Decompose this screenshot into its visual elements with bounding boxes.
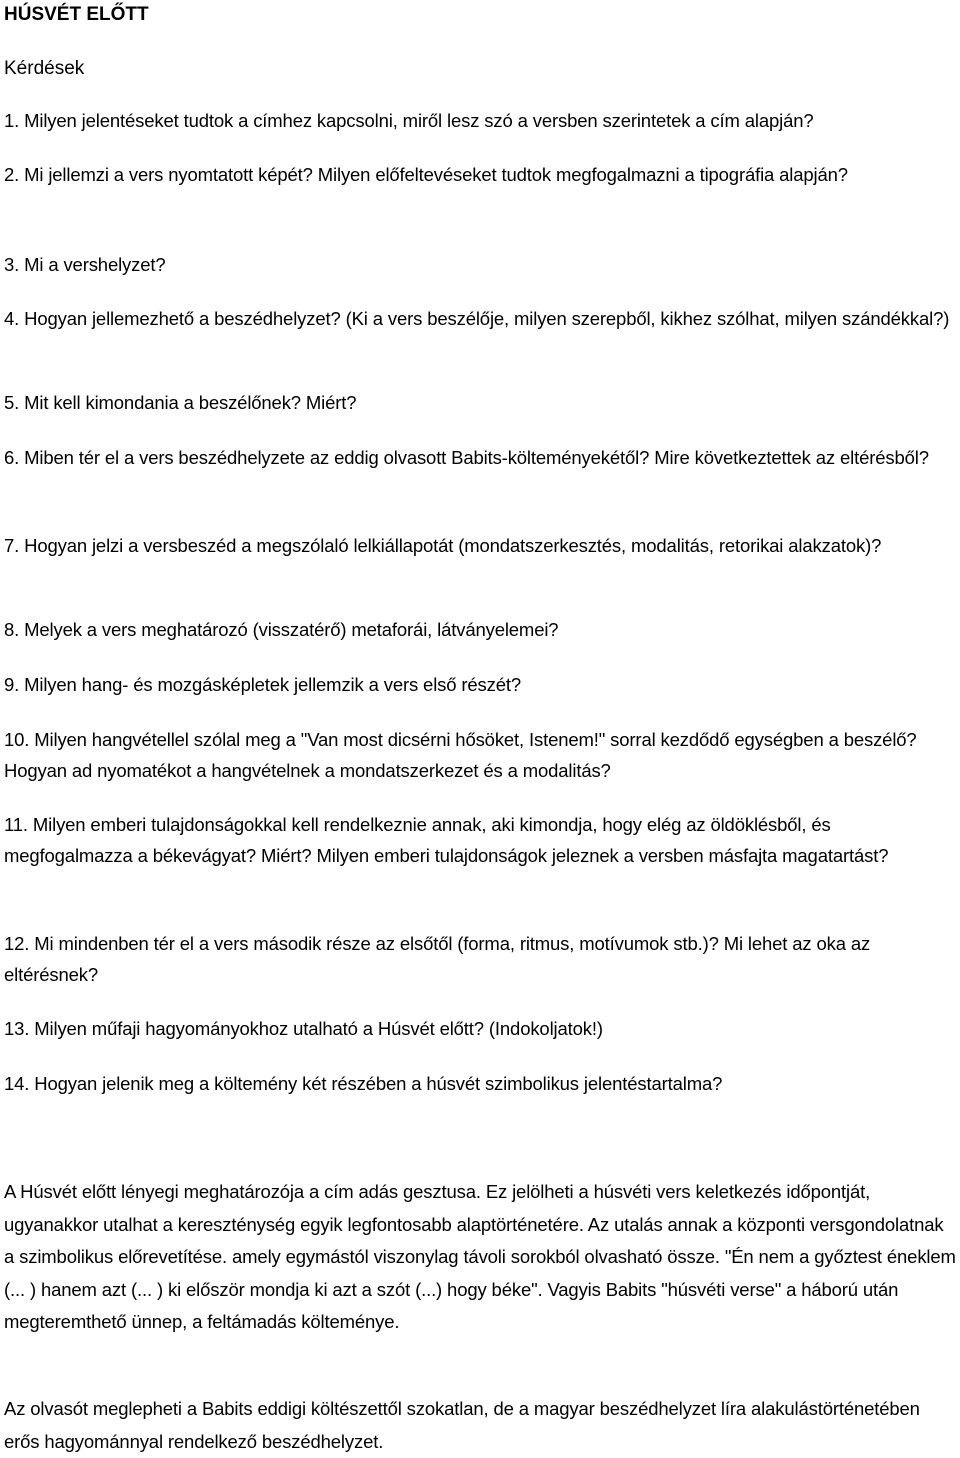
question-item: 1. Milyen jelentéseket tudtok a címhez kapcsolni, miről lesz szó a versben szerintetek a cím alapján?: [4, 110, 814, 131]
question-item: 6. Miben tér el a vers beszédhelyzete az eddig olvasott Babits-költeményekétől? Mire következtettek az eltérésből?: [4, 447, 929, 468]
question-item: 8. Melyek a vers meghatározó (visszatérő) metaforái, látványelemei?: [4, 619, 559, 640]
question-item: 10. Milyen hangvétellel szólal meg a "Van most dicsérni hősöket, Istenem!" sorral kezdődő egységben a beszélő? Hogyan ad nyomatékot a hangvételnek a mondatszerkezet és a modalitás?: [4, 729, 917, 781]
document-title: HÚSVÉT ELŐTT: [4, 4, 149, 25]
question-item: 2. Mi jellemzi a vers nyomtatott képét? Milyen előfeltevéseket tudtok megfogalmazni a tipográfia alapján?: [4, 164, 848, 185]
body-paragraph: A Húsvét előtt lényegi meghatározója a cím adás gesztusa. Ez jelölheti a húsvéti vers keletkezés időpontját, ugyanakkor utalhat a kereszténység egyik legfontosabb alaptörténetére. Az utalás annak a központi versgondolatnak a szimbolikus előrevetítése. amely egymástól viszonylag távoli sorokból olvasható össze. "Én nem a győztest éneklem (... ) hanem azt (... ) ki először mondja ki azt a szót (...) hogy béke". Vagyis Babits "húsvéti verse" a háború után megteremthető ünnep, a feltámadás költeménye.: [4, 1181, 956, 1332]
question-item: 3. Mi a vershelyzet?: [4, 254, 166, 275]
questions-heading: Kérdések: [4, 58, 85, 79]
question-item: 5. Mit kell kimondania a beszélőnek? Miért?: [4, 392, 357, 413]
body-paragraph: Az olvasót meglepheti a Babits eddigi költészettől szokatlan, de a magyar beszédhelyzet líra alakulástörténetében erős hagyománnyal rendelkező beszédhelyzet.: [4, 1398, 920, 1452]
question-item: 4. Hogyan jellemezhető a beszédhelyzet? (Ki a vers beszélője, milyen szerepből, kikhez szólhat, milyen szándékkal?): [4, 308, 950, 329]
question-item: 9. Milyen hang- és mozgásképletek jellemzik a vers első részét?: [4, 674, 522, 695]
question-item: 12. Mi mindenben tér el a vers második része az elsőtől (forma, ritmus, motívumok stb.)? Mi lehet az oka az eltérésnek?: [4, 933, 871, 985]
question-item: 13. Milyen műfaji hagyományokhoz utalható a Húsvét előtt? (Indokoljatok!): [4, 1018, 603, 1039]
question-item: 11. Milyen emberi tulajdonságokkal kell rendelkeznie annak, aki kimondja, hogy elég az öldöklésből, és megfogalmazza a békevágyat? Miért? Milyen emberi tulajdonságok jeleznek a versben másfajta magatartást?: [4, 814, 889, 866]
question-item: 7. Hogyan jelzi a versbeszéd a megszólaló lelkiállapotát (mondatszerkesztés, modalitás, retorikai alakzatok)?: [4, 535, 882, 556]
question-item: 14. Hogyan jelenik meg a költemény két részében a húsvét szimbolikus jelentéstartalma?: [4, 1073, 723, 1094]
